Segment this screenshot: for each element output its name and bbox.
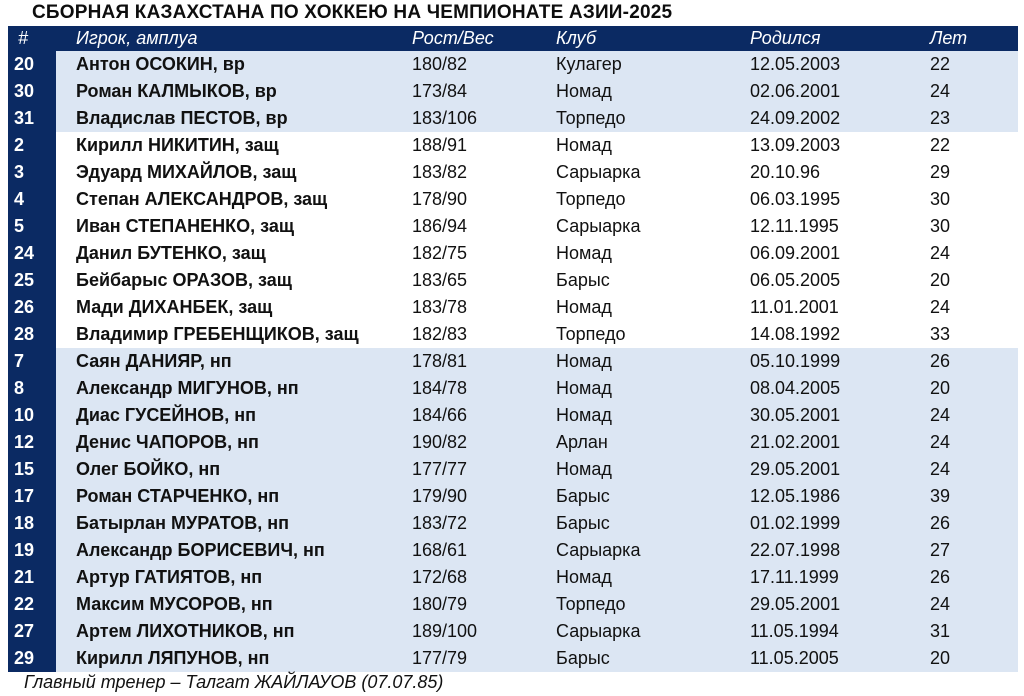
player-name: Владимир ГРЕБЕНЩИКОВ, защ <box>56 321 412 348</box>
player-age: 26 <box>930 510 1018 537</box>
player-birthdate: 24.09.2002 <box>750 105 930 132</box>
player-club: Торпедо <box>556 321 750 348</box>
player-number: 26 <box>8 294 56 321</box>
player-number: 28 <box>8 321 56 348</box>
player-birthdate: 21.02.2001 <box>750 429 930 456</box>
player-number: 8 <box>8 375 56 402</box>
table-row <box>8 78 1018 105</box>
player-age: 24 <box>930 591 1018 618</box>
player-age: 22 <box>930 132 1018 159</box>
player-number: 27 <box>8 618 56 645</box>
player-age: 39 <box>930 483 1018 510</box>
player-number: 17 <box>8 483 56 510</box>
player-birthdate: 22.07.1998 <box>750 537 930 564</box>
player-age: 20 <box>930 375 1018 402</box>
table-row <box>8 510 1018 537</box>
table-row <box>8 645 1018 672</box>
table-row <box>8 159 1018 186</box>
player-name: Олег БОЙКО, нп <box>56 456 412 483</box>
player-number: 25 <box>8 267 56 294</box>
player-club: Кулагер <box>556 51 750 78</box>
table-row <box>8 321 1018 348</box>
player-height-weight: 188/91 <box>412 132 556 159</box>
player-name: Александр БОРИСЕВИЧ, нп <box>56 537 412 564</box>
table-row <box>8 105 1018 132</box>
page-title: СБОРНАЯ КАЗАХСТАНА ПО ХОККЕЮ НА ЧЕМПИОНАТЕ АЗИИ-2025 <box>32 2 673 23</box>
player-height-weight: 189/100 <box>412 618 556 645</box>
table-row <box>8 429 1018 456</box>
player-age: 24 <box>930 240 1018 267</box>
player-birthdate: 06.03.1995 <box>750 186 930 213</box>
player-number: 30 <box>8 78 56 105</box>
player-name: Роман СТАРЧЕНКО, нп <box>56 483 412 510</box>
player-name: Роман КАЛМЫКОВ, вр <box>56 78 412 105</box>
table-row <box>8 213 1018 240</box>
player-height-weight: 172/68 <box>412 564 556 591</box>
table-row <box>8 348 1018 375</box>
player-age: 23 <box>930 105 1018 132</box>
player-club: Сарыарка <box>556 213 750 240</box>
player-age: 24 <box>930 429 1018 456</box>
player-name: Владислав ПЕСТОВ, вр <box>56 105 412 132</box>
header-player: Игрок, амплуа <box>56 26 412 51</box>
player-height-weight: 183/65 <box>412 267 556 294</box>
header-age: Лет <box>930 26 1018 51</box>
player-club: Торпедо <box>556 105 750 132</box>
player-name: Александр МИГУНОВ, нп <box>56 375 412 402</box>
player-height-weight: 182/83 <box>412 321 556 348</box>
player-height-weight: 179/90 <box>412 483 556 510</box>
player-age: 31 <box>930 618 1018 645</box>
player-club: Арлан <box>556 429 750 456</box>
player-age: 27 <box>930 537 1018 564</box>
head-coach-note: Главный тренер – Талгат ЖАЙЛАУОВ (07.07.85) <box>24 672 444 692</box>
table-row <box>8 564 1018 591</box>
player-name: Артур ГАТИЯТОВ, нп <box>56 564 412 591</box>
player-birthdate: 29.05.2001 <box>750 591 930 618</box>
player-club: Сарыарка <box>556 618 750 645</box>
table-header-row <box>8 26 1018 51</box>
player-height-weight: 183/106 <box>412 105 556 132</box>
player-birthdate: 11.05.1994 <box>750 618 930 645</box>
table-row <box>8 267 1018 294</box>
player-birthdate: 05.10.1999 <box>750 348 930 375</box>
player-birthdate: 11.01.2001 <box>750 294 930 321</box>
player-name: Антон ОСОКИН, вр <box>56 51 412 78</box>
player-name: Батырлан МУРАТОВ, нп <box>56 510 412 537</box>
table-row <box>8 294 1018 321</box>
player-height-weight: 190/82 <box>412 429 556 456</box>
player-height-weight: 184/78 <box>412 375 556 402</box>
player-club: Барыс <box>556 267 750 294</box>
player-club: Номад <box>556 78 750 105</box>
player-club: Номад <box>556 456 750 483</box>
player-club: Номад <box>556 564 750 591</box>
player-name: Данил БУТЕНКО, защ <box>56 240 412 267</box>
player-birthdate: 20.10.96 <box>750 159 930 186</box>
player-number: 3 <box>8 159 56 186</box>
table-row <box>8 537 1018 564</box>
player-height-weight: 177/77 <box>412 456 556 483</box>
player-name: Бейбарыс ОРАЗОВ, защ <box>56 267 412 294</box>
player-number: 22 <box>8 591 56 618</box>
player-age: 26 <box>930 564 1018 591</box>
player-birthdate: 06.05.2005 <box>750 267 930 294</box>
table-row <box>8 483 1018 510</box>
player-name: Саян ДАНИЯР, нп <box>56 348 412 375</box>
player-club: Номад <box>556 294 750 321</box>
player-name: Кирилл НИКИТИН, защ <box>56 132 412 159</box>
player-height-weight: 173/84 <box>412 78 556 105</box>
player-height-weight: 186/94 <box>412 213 556 240</box>
player-number: 7 <box>8 348 56 375</box>
player-age: 24 <box>930 294 1018 321</box>
player-number: 15 <box>8 456 56 483</box>
player-number: 18 <box>8 510 56 537</box>
player-name: Степан АЛЕКСАНДРОВ, защ <box>56 186 412 213</box>
table-row <box>8 132 1018 159</box>
player-age: 26 <box>930 348 1018 375</box>
player-age: 30 <box>930 186 1018 213</box>
player-birthdate: 06.09.2001 <box>750 240 930 267</box>
player-age: 24 <box>930 78 1018 105</box>
player-age: 29 <box>930 159 1018 186</box>
player-number: 19 <box>8 537 56 564</box>
table-row <box>8 240 1018 267</box>
player-club: Номад <box>556 402 750 429</box>
header-num: # <box>8 26 56 51</box>
player-birthdate: 13.09.2003 <box>750 132 930 159</box>
table-row <box>8 456 1018 483</box>
player-height-weight: 180/79 <box>412 591 556 618</box>
player-height-weight: 183/78 <box>412 294 556 321</box>
player-club: Сарыарка <box>556 159 750 186</box>
player-birthdate: 12.05.1986 <box>750 483 930 510</box>
header-height-weight: Рост/Вес <box>412 26 556 51</box>
player-height-weight: 184/66 <box>412 402 556 429</box>
player-birthdate: 14.08.1992 <box>750 321 930 348</box>
player-birthdate: 17.11.1999 <box>750 564 930 591</box>
player-name: Максим МУСОРОВ, нп <box>56 591 412 618</box>
player-number: 10 <box>8 402 56 429</box>
player-number: 20 <box>8 51 56 78</box>
player-club: Торпедо <box>556 186 750 213</box>
player-number: 5 <box>8 213 56 240</box>
player-age: 30 <box>930 213 1018 240</box>
player-club: Барыс <box>556 483 750 510</box>
roster-table <box>8 26 1018 672</box>
player-age: 22 <box>930 51 1018 78</box>
player-club: Номад <box>556 348 750 375</box>
table-row <box>8 591 1018 618</box>
table-row <box>8 186 1018 213</box>
header-club: Клуб <box>556 26 750 51</box>
player-birthdate: 02.06.2001 <box>750 78 930 105</box>
player-birthdate: 08.04.2005 <box>750 375 930 402</box>
player-birthdate: 12.11.1995 <box>750 213 930 240</box>
player-name: Артем ЛИХОТНИКОВ, нп <box>56 618 412 645</box>
player-name: Кирилл ЛЯПУНОВ, нп <box>56 645 412 672</box>
player-age: 20 <box>930 267 1018 294</box>
player-birthdate: 12.05.2003 <box>750 51 930 78</box>
player-name: Эдуард МИХАЙЛОВ, защ <box>56 159 412 186</box>
table-row <box>8 402 1018 429</box>
player-age: 24 <box>930 402 1018 429</box>
player-name: Денис ЧАПОРОВ, нп <box>56 429 412 456</box>
player-number: 12 <box>8 429 56 456</box>
player-name: Иван СТЕПАНЕНКО, защ <box>56 213 412 240</box>
player-height-weight: 178/81 <box>412 348 556 375</box>
player-height-weight: 183/72 <box>412 510 556 537</box>
player-club: Сарыарка <box>556 537 750 564</box>
player-club: Торпедо <box>556 591 750 618</box>
player-age: 33 <box>930 321 1018 348</box>
table-row <box>8 51 1018 78</box>
player-name: Мади ДИХАНБЕК, защ <box>56 294 412 321</box>
player-birthdate: 01.02.1999 <box>750 510 930 537</box>
player-name: Диас ГУСЕЙНОВ, нп <box>56 402 412 429</box>
player-number: 31 <box>8 105 56 132</box>
player-height-weight: 182/75 <box>412 240 556 267</box>
player-age: 20 <box>930 645 1018 672</box>
player-age: 24 <box>930 456 1018 483</box>
player-number: 24 <box>8 240 56 267</box>
player-club: Барыс <box>556 645 750 672</box>
header-born: Родился <box>750 26 930 51</box>
player-number: 4 <box>8 186 56 213</box>
player-number: 21 <box>8 564 56 591</box>
player-height-weight: 183/82 <box>412 159 556 186</box>
player-club: Номад <box>556 375 750 402</box>
roster-body <box>8 51 1018 672</box>
player-height-weight: 177/79 <box>412 645 556 672</box>
player-birthdate: 30.05.2001 <box>750 402 930 429</box>
table-row <box>8 618 1018 645</box>
player-height-weight: 168/61 <box>412 537 556 564</box>
player-number: 29 <box>8 645 56 672</box>
player-height-weight: 178/90 <box>412 186 556 213</box>
player-height-weight: 180/82 <box>412 51 556 78</box>
player-birthdate: 29.05.2001 <box>750 456 930 483</box>
player-number: 2 <box>8 132 56 159</box>
player-club: Барыс <box>556 510 750 537</box>
player-birthdate: 11.05.2005 <box>750 645 930 672</box>
player-club: Номад <box>556 132 750 159</box>
player-club: Номад <box>556 240 750 267</box>
table-row <box>8 375 1018 402</box>
